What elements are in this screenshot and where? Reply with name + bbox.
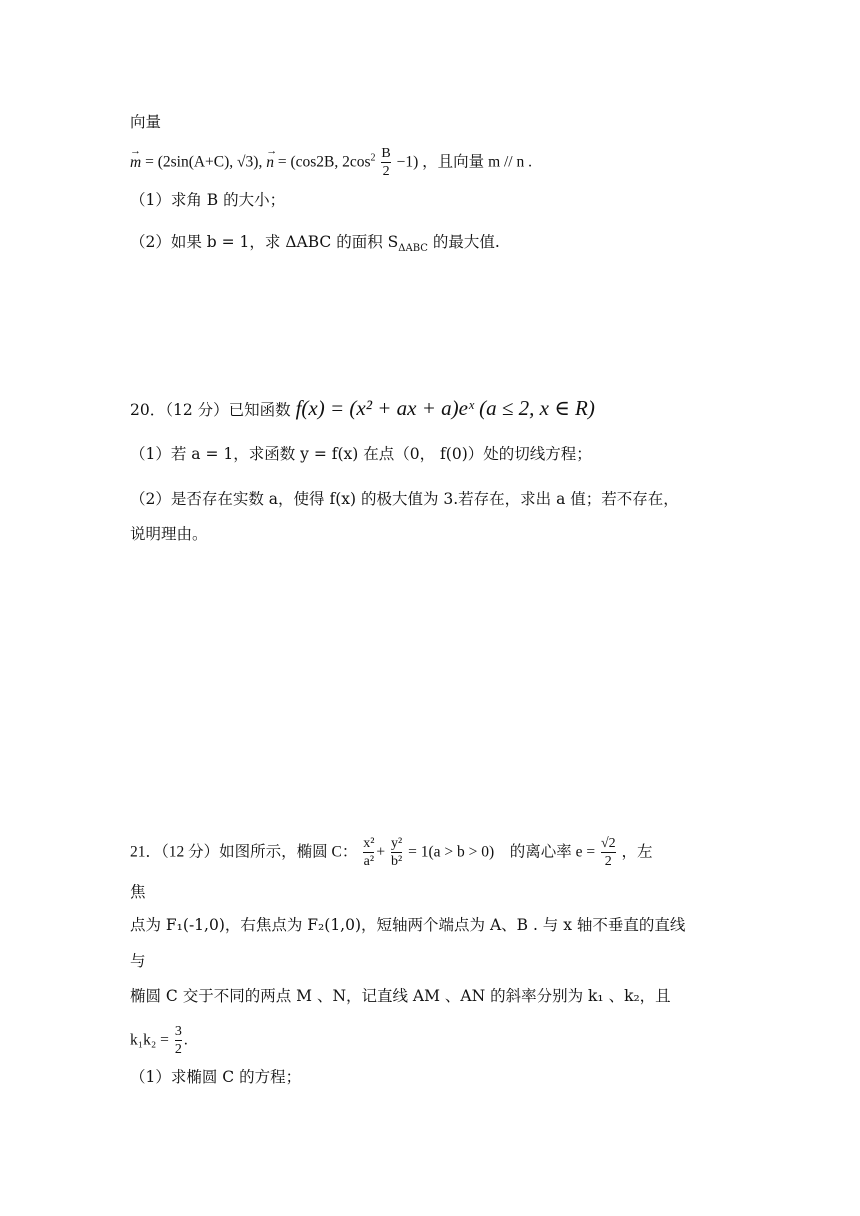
q21-header-line: 21．（12 分）如图所示，椭圆 C： $\frac{\text{x²}}{\text{a²}}$ + $\frac{\text{y²}}{\text{b²}}$ = 1(a > b > 0) 的离心率 e = $\frac{√2}{2}$ ，左 — [130, 836, 653, 869]
q20-part2-line1: （2）是否存在实数 a，使得 f(x) 的极大值为 3.若存在，求出 a 值；若不存在， — [130, 490, 679, 508]
q20-function-formula: f(x) = (x² + ax + a)eˣ (a ≤ 2, x ∈ R) — [295, 396, 595, 420]
eccentricity-tail: ，左 — [621, 843, 653, 861]
q19-part2-text: （2）如果 b = 1，求 ΔABC 的面积 S — [130, 233, 399, 251]
q19-part2-tail: 的最大值. — [427, 233, 500, 251]
q20-header-line — [130, 397, 595, 421]
ellipse-equation-tail: = 1(a > b > 0) — [408, 843, 495, 861]
parallel-condition: m // n . — [488, 153, 532, 171]
vector-n-tail: −1) — [396, 153, 419, 171]
q21-slope-product — [130, 1024, 188, 1058]
q21-line3: 椭圆 C 交于不同的两点 M 、N，记直线 AM 、AN 的斜率分别为 k₁ 、k₂，且 — [130, 987, 671, 1005]
slope-product-label: k₁k₂ = — [130, 1031, 169, 1049]
q19-intro: 向量 — [130, 113, 162, 131]
eccentricity-label: 的离心率 e = — [509, 843, 596, 861]
ellipse-x-fraction: $\frac{\text{x²}}{\text{a²}}$ — [363, 836, 375, 869]
q19-vector-line: → m = (2sin(A+C), √3), → n = (cos2B, $2\cos^2$ $\frac{B}{2}$ −1) ，且向量 m // n . — [130, 146, 532, 180]
vector-m-definition: = (2sin(A+C), √3), — [145, 153, 263, 171]
slope-product-fraction: $\frac{3}{2}$ — [174, 1024, 182, 1057]
q21-header: 21．（12 分）如图所示，椭圆 C： — [130, 843, 358, 861]
q21-part1: （1）求椭圆 C 的方程； — [130, 1068, 302, 1086]
q21-wrap1: 焦 — [130, 883, 146, 901]
vector-n-symbol: → n — [266, 152, 274, 174]
q19-part2 — [130, 231, 500, 260]
area-subscript: ΔABC — [398, 243, 428, 255]
q21-wrap2: 与 — [130, 952, 146, 970]
b-half-fraction: $\frac{B}{2}$ — [381, 146, 391, 179]
q19-part1: （1）求角 B 的大小； — [130, 191, 286, 209]
vector-m-symbol: → m — [130, 152, 141, 174]
slope-product-tail: . — [183, 1031, 188, 1049]
q20-header: 20．（12 分）已知函数 — [130, 401, 291, 419]
q20-part1: （1）若 a = 1，求函数 y = f(x) 在点（0， f(0)）处的切线方程； — [130, 445, 592, 463]
q20-part2-line2: 说明理由。 — [130, 525, 208, 543]
q21-line2: 点为 F₁(-1,0)，右焦点为 F₂(1,0)，短轴两个端点为 A、B . 与 x 轴不垂直的直线 — [130, 916, 686, 934]
vector-n-definition: = (cos2B, 2cos — [277, 153, 371, 171]
eccentricity-fraction: $\frac{√2}{2}$ — [600, 836, 616, 869]
vector-condition-text: ，且向量 — [422, 153, 485, 171]
ellipse-y-fraction: $\frac{\text{y²}}{\text{b²}}$ — [391, 836, 403, 869]
